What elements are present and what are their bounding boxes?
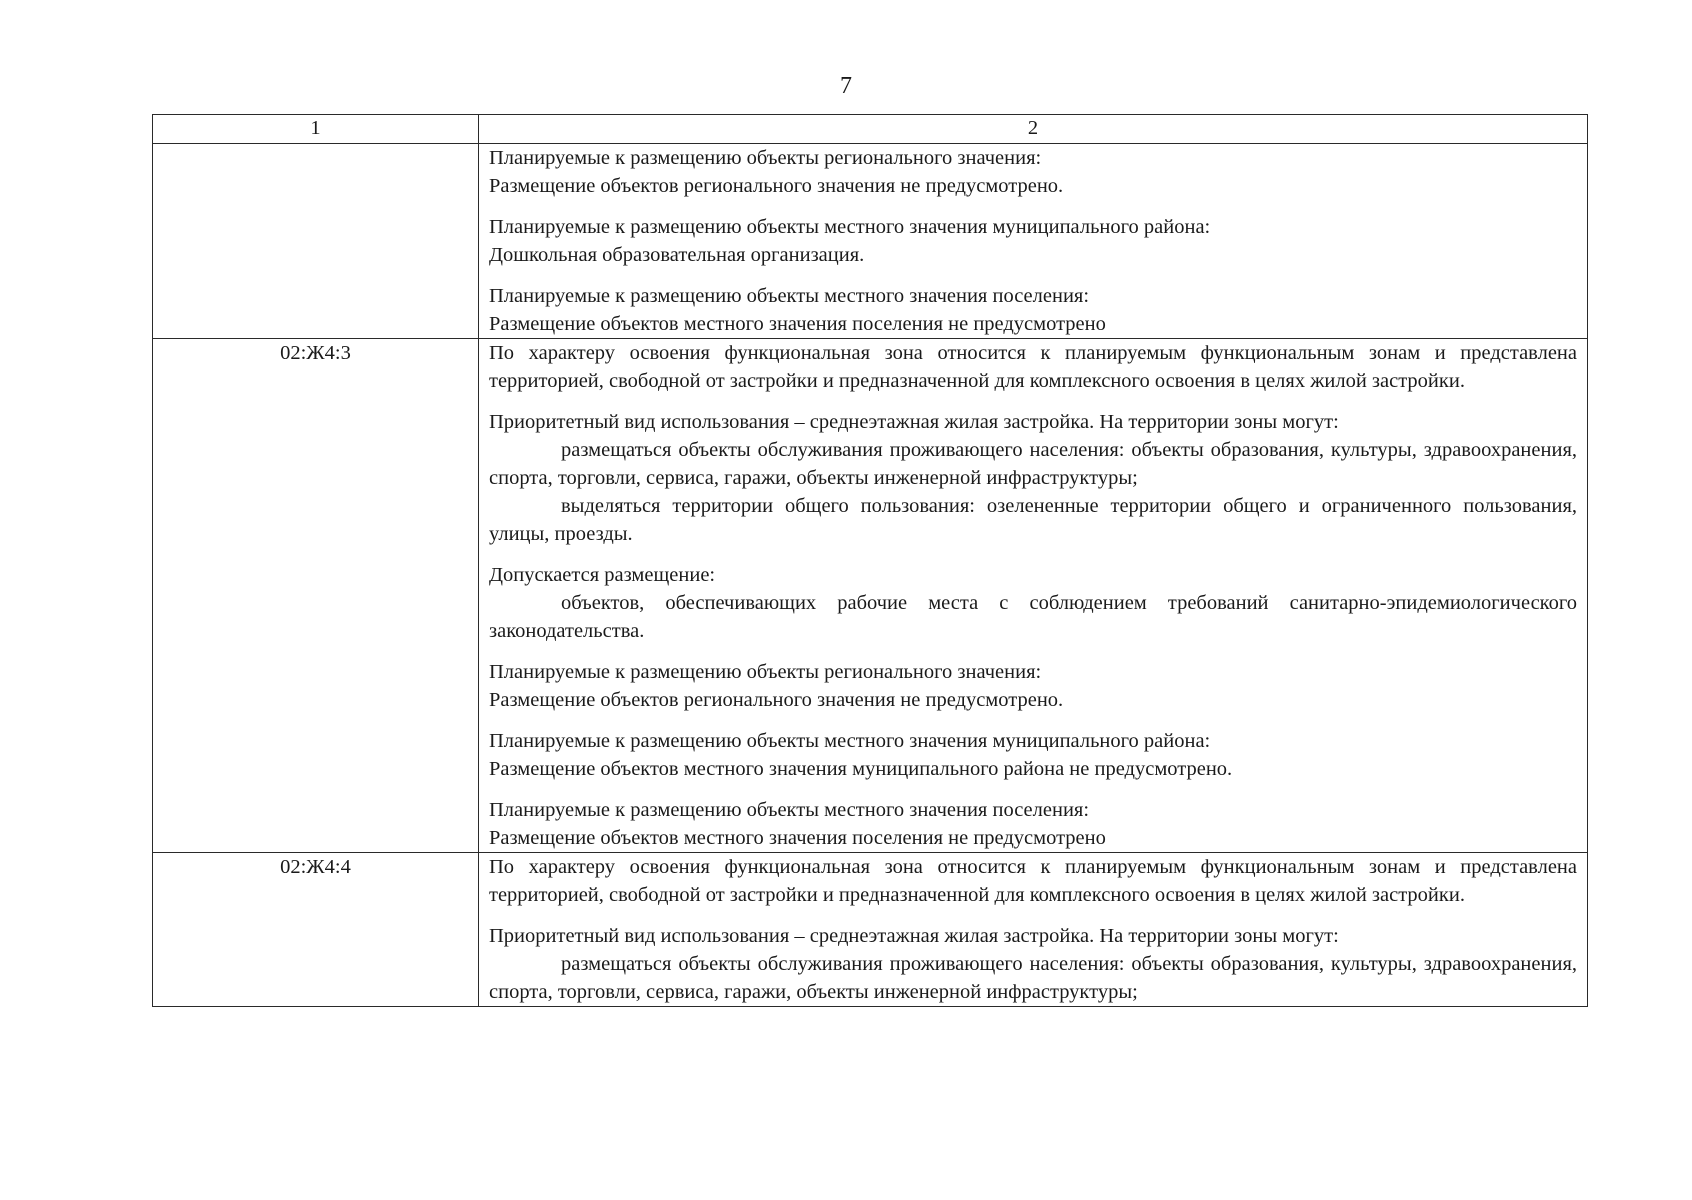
priority-use-title: Приоритетный вид использования – среднеэтажная жилая застройка. На территории зоны могут:: [489, 411, 1339, 433]
district-objects-text: Размещение объектов местного значения муниципального района не предусмотрено.: [489, 758, 1233, 780]
zone-intro: По характеру освоения функциональная зона относится к планируемым функциональным зонам и представлена территорией, свободной от застройки и предназначенной для комплексного освоения в целях жилой застройки.: [489, 856, 1577, 906]
settlement-objects-block: [489, 282, 1577, 338]
district-objects-text: Дошкольная образовательная организация.: [489, 244, 865, 266]
settlement-objects-text: Размещение объектов местного значения поселения не предусмотрено: [489, 827, 1106, 849]
table-header-row: [153, 115, 1588, 144]
zone-code-cell: [153, 853, 479, 1007]
priority-use-item: размещаться объекты обслуживания проживающего населения: объекты образования, культуры, здравоохранения, спорта, торговли, сервиса, гаражи, объекты инженерной инфраструктуры;: [489, 953, 1577, 1003]
district-objects-block: [489, 213, 1577, 269]
priority-use-block: [489, 408, 1577, 548]
regional-objects-block: [489, 658, 1577, 714]
zone-code: 02:Ж4:3: [280, 342, 351, 364]
regional-objects-title: Планируемые к размещению объекты регионального значения:: [489, 661, 1042, 683]
settlement-objects-title: Планируемые к размещению объекты местного значения поселения:: [489, 799, 1090, 821]
priority-use-title: Приоритетный вид использования – среднеэтажная жилая застройка. На территории зоны могут:: [489, 925, 1339, 947]
zone-description-cell: [479, 144, 1588, 339]
regional-objects-block: [489, 144, 1577, 200]
zone-intro: По характеру освоения функциональная зона относится к планируемым функциональным зонам и представлена территорией, свободной от застройки и предназначенной для комплексного освоения в целях жилой застройки.: [489, 342, 1577, 392]
district-objects-title: Планируемые к размещению объекты местного значения муниципального района:: [489, 216, 1211, 238]
zone-description-cell: [479, 339, 1588, 853]
settlement-objects-text: Размещение объектов местного значения поселения не предусмотрено: [489, 313, 1106, 335]
district-objects-block: [489, 727, 1577, 783]
table-row: [153, 853, 1588, 1007]
allowed-use-title: Допускается размещение:: [489, 564, 716, 586]
allowed-use-block: [489, 561, 1577, 645]
regional-objects-text: Размещение объектов регионального значения не предусмотрено.: [489, 175, 1064, 197]
table-row: [153, 339, 1588, 853]
priority-use-block: [489, 922, 1577, 1006]
district-objects-title: Планируемые к размещению объекты местного значения муниципального района:: [489, 730, 1211, 752]
column-header-1: 1: [153, 115, 479, 144]
zones-table: [152, 114, 1588, 1007]
zone-code: 02:Ж4:4: [280, 856, 351, 878]
priority-use-item: размещаться объекты обслуживания проживающего населения: объекты образования, культуры, здравоохранения, спорта, торговли, сервиса, гаражи, объекты инженерной инфраструктуры;: [489, 439, 1577, 489]
zone-code-cell: [153, 339, 479, 853]
table-row: [153, 144, 1588, 339]
page-number: 7: [840, 73, 852, 99]
regional-objects-text: Размещение объектов регионального значения не предусмотрено.: [489, 689, 1064, 711]
settlement-objects-block: [489, 796, 1577, 852]
zone-description-cell: [479, 853, 1588, 1007]
priority-use-item: выделяться территории общего пользования: озелененные территории общего и ограниченного пользования, улицы, проезды.: [489, 495, 1577, 545]
column-header-2: 2: [479, 115, 1588, 144]
zone-code-cell: [153, 144, 479, 339]
allowed-use-item: объектов, обеспечивающих рабочие места с соблюдением требований санитарно-эпидемиологического законодательства.: [489, 592, 1577, 642]
settlement-objects-title: Планируемые к размещению объекты местного значения поселения:: [489, 285, 1090, 307]
regional-objects-title: Планируемые к размещению объекты регионального значения:: [489, 147, 1042, 169]
